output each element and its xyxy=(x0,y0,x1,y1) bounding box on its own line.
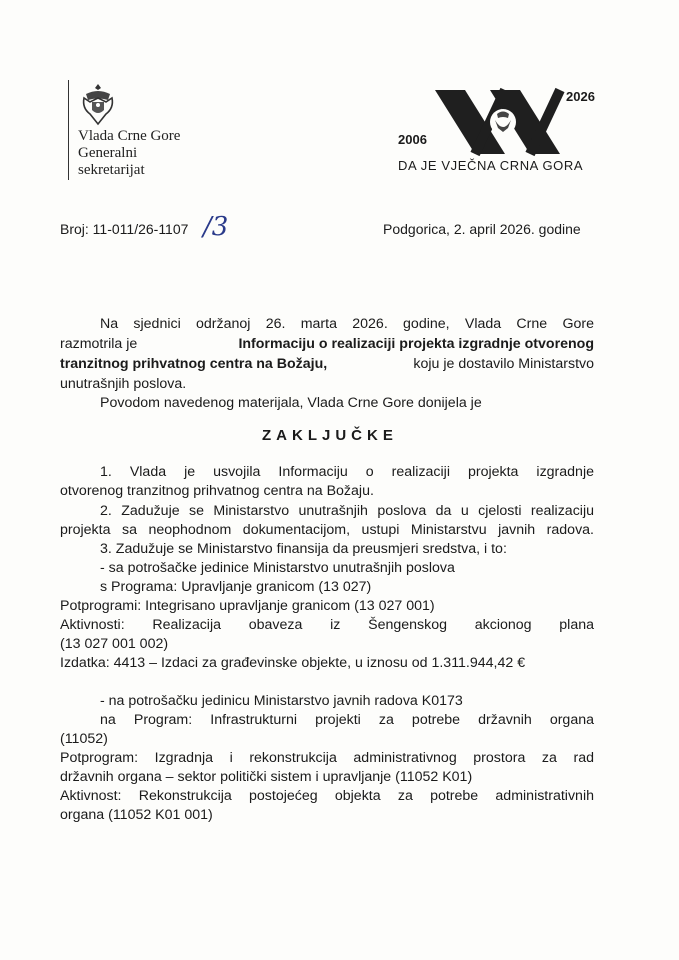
reference-number: Broj: 11-011/26-1107 xyxy=(60,221,189,237)
body-line: s Programa: Upravljanje granicom (13 027) xyxy=(100,579,372,595)
body-line: - na potrošačku jedinicu Ministarstvo javnih radova K0173 xyxy=(100,693,463,709)
body-line: 1. Vlada je usvojila Informaciju o realizaciji projekta izgradnje xyxy=(100,464,594,480)
intro-line-3-a: tranzitnog prihvatnog centra na Božaju, xyxy=(60,356,328,372)
intro-line-1: Na sjednici održanoj 26. marta 2026. godine, Vlada Crne Gore xyxy=(100,316,594,332)
gov-line-1: Vlada Crne Gore xyxy=(78,128,181,144)
intro-line-3-b: koju je dostavilo Ministarstvo xyxy=(413,356,594,372)
header-divider xyxy=(68,80,69,180)
body-line: organa (11052 K01 001) xyxy=(60,807,213,823)
intro-line-2 xyxy=(60,335,594,355)
gov-line-2: Generalni xyxy=(78,145,138,161)
body-line: Potprogram: Izgradnja i rekonstrukcija administrativnog prostora za rad xyxy=(60,750,594,766)
intro-line-3 xyxy=(60,355,594,375)
body-line: 2. Zadužuje se Ministarstvo unutrašnjih poslova da u cjelosti realizaciju xyxy=(100,503,594,519)
body-line: Aktivnosti: Realizacija obaveza iz Šengenskog akcionog plana xyxy=(60,617,594,633)
gov-line-3: sekretarijat xyxy=(78,162,145,178)
intro-line-2-b: Informaciju o realizaciji projekta izgradnje otvorenog xyxy=(238,336,594,352)
intro-line-2-a: razmotrila je xyxy=(60,336,138,352)
body-line: Izdatka: 4413 – Izdaci za građevinske objekte, u iznosu od 1.311.944,42 € xyxy=(60,655,526,671)
body-line: (13 027 001 002) xyxy=(60,636,169,652)
document-date: Podgorica, 2. april 2026. godine xyxy=(383,221,581,237)
body-line: projekta sa neophodnom dokumentacijom, ustupi Ministarstvu javnih radova. xyxy=(60,522,594,538)
handwritten-number: /3 xyxy=(203,212,229,242)
body-line: 3. Zadužuje se Ministarstvo finansija da preusmjeri sredstva, i to: xyxy=(100,541,507,557)
body-line: Potprogrami: Integrisano upravljanje granicom (13 027 001) xyxy=(60,598,435,614)
body-line: na Program: Infrastrukturni projekti za potrebe državnih organa xyxy=(100,712,594,728)
intro-line-4: unutrašnjih poslova. xyxy=(60,376,187,392)
body-line: državnih organa – sektor politički sistem i upravljanje (11052 K01) xyxy=(60,769,473,785)
body-line: - sa potrošačke jedinice Ministarstvo unutrašnjih poslova xyxy=(100,560,455,576)
coat-of-arms-icon xyxy=(80,82,116,128)
intro-line-5: Povodom navedenog materijala, Vlada Crne Gore donijela je xyxy=(100,395,482,411)
logo-year-left: 2006 xyxy=(398,132,427,147)
ministry-name xyxy=(78,128,180,179)
body-line: (11052) xyxy=(60,731,108,747)
body-line: Aktivnost: Rekonstrukcija postojećeg objekta za potrebe administrativnih xyxy=(60,788,594,804)
logo-year-right: 2026 xyxy=(566,89,595,104)
logo-motto: DA JE VJEČNA CRNA GORA xyxy=(398,158,584,173)
body-line: otvorenog tranzitnog prihvatnog centra na Božaju. xyxy=(60,483,374,499)
decision-title: ZAKLJUČKE xyxy=(262,427,398,444)
